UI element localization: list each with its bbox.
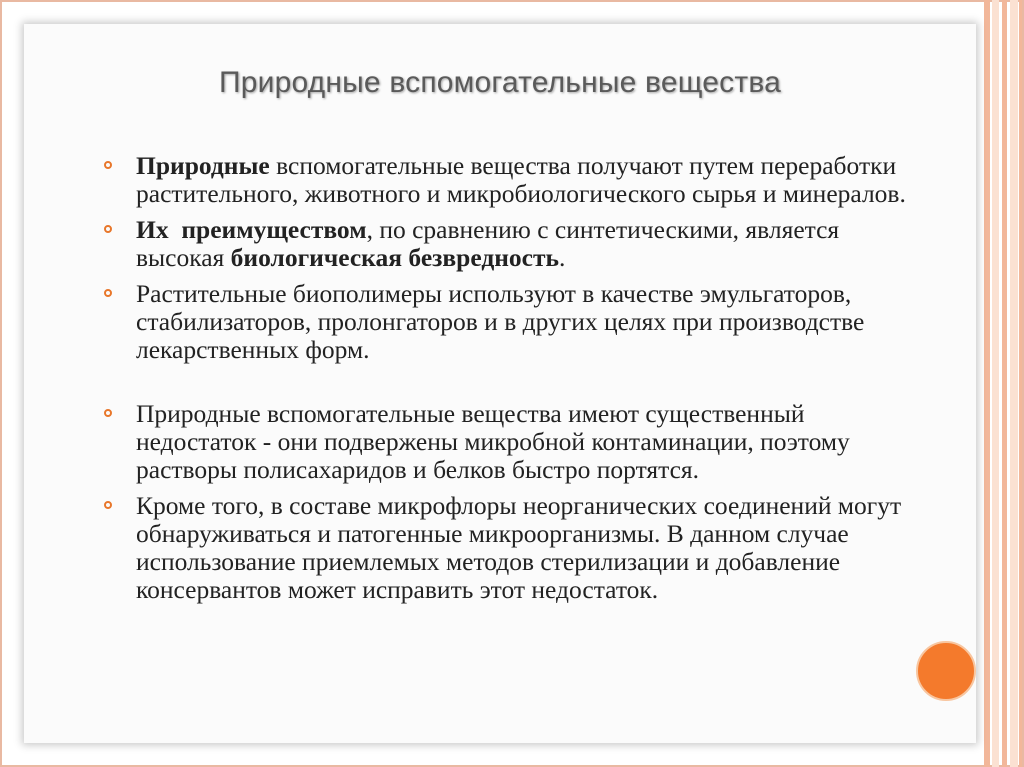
slide-title: Природные вспомогательные вещества	[218, 66, 782, 99]
bullet-circle-icon	[104, 501, 112, 509]
item-text: вспомогательные вещества получают путем переработки растительного, животного и микробиологического сырья и минералов.	[136, 151, 906, 208]
list-item	[104, 400, 924, 484]
bold-tail: биологическая безвредность	[230, 243, 559, 272]
item-text-end: .	[559, 243, 566, 272]
decor-stripe	[992, 0, 999, 767]
list-item	[104, 280, 924, 364]
list-item-text	[136, 215, 839, 272]
bullet-circle-icon	[104, 289, 112, 297]
bullet-circle-icon	[104, 225, 112, 233]
decor-stripe	[1010, 0, 1018, 767]
decor-stripe	[1019, 0, 1022, 767]
decor-orange-circle-icon	[916, 641, 976, 701]
bullet-list	[104, 152, 924, 612]
list-item	[104, 216, 924, 272]
list-item-text: Кроме того, в составе микрофлоры неорганических соединений могут обнаруживаться и патогенные микроорганизмы. В данном случае использование приемлемых методов стерилизации и добавление консервантов может исправить этот недостаток.	[136, 491, 902, 604]
bullet-circle-icon	[104, 409, 112, 417]
decor-stripe	[984, 0, 990, 767]
list-item-text: Растительные биополимеры используют в качестве эмульгаторов, стабилизаторов, пролонгаторов и в других целях при производстве лекарственных форм.	[136, 279, 865, 364]
bold-lead: Природные	[136, 151, 270, 180]
list-item	[104, 152, 924, 208]
list-item-text: Природные вспомогательные вещества имеют существенный недостаток - они подвержены микробной контаминации, поэтому растворы полисахаридов и белков быстро портятся.	[136, 399, 850, 484]
item-text: , по сравнению с синтетическими, является высокая	[136, 215, 840, 272]
list-item-text	[136, 151, 906, 208]
bold-lead: Их преимуществом	[136, 215, 367, 244]
list-item	[104, 492, 924, 604]
bullet-circle-icon	[104, 161, 112, 169]
decor-stripe	[1002, 0, 1007, 767]
